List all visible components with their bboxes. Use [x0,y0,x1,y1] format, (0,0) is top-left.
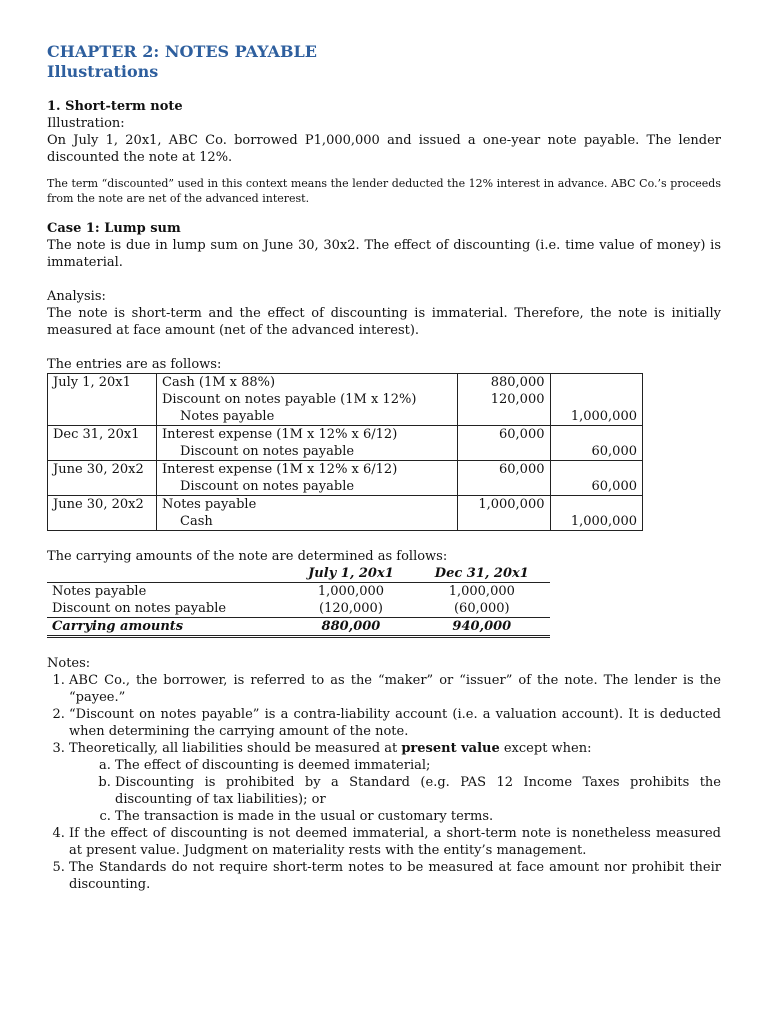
notes-label: Notes: [47,656,91,671]
debit-amount: 120,000 [490,392,545,407]
list-item: 1. ABC Co., the borrower, is referred to as the “maker” or “issuer” of the note. The lender is the “payee.” [69,672,721,706]
account-line: Discount on notes payable [180,479,355,494]
table-row [47,600,550,618]
discount-footnote: The term “discounted” used in this context means the lender deducted the 12% interest in advance. ABC Co.’s proceeds from the note are net of the advanced interest. [47,177,721,205]
notes-list [47,672,721,893]
list-item: c. The transaction is made in the usual or customary terms. [115,808,721,825]
analysis-label: Analysis: [47,289,106,304]
list-item [69,740,721,825]
account-line: Notes payable [162,497,257,512]
note-bold-text: present value [401,741,500,756]
column-header: Dec 31, 20x1 [434,566,529,581]
account-line: Cash [180,514,213,529]
short-term-note-heading: 1. Short-term note [47,99,183,114]
entries-intro: The entries are as follows: [47,357,222,372]
cell-value: 1,000,000 [288,583,413,601]
case1-heading: Case 1: Lump sum [47,221,181,236]
table-row [47,583,550,601]
chapter-title: CHAPTER 2: NOTES PAYABLE [47,42,317,61]
entry-date: July 1, 20x1 [48,374,157,426]
row-label: Discount on notes payable [52,601,227,616]
journal-entries-table [47,373,643,531]
analysis-text: The note is short-term and the effect of discounting is immaterial. Therefore, the note is initially measured at face amount (net of the advanced interest). [47,306,721,338]
entry-date: June 30, 20x2 [48,461,157,496]
table-row [48,426,643,461]
column-header: July 1, 20x1 [308,566,394,581]
debit-amount: 880,000 [490,375,545,390]
credit-amount: 1,000,000 [570,409,637,424]
account-line: Cash (1M x 88%) [162,375,276,390]
entry-date: Dec 31, 20x1 [48,426,157,461]
table-row [48,496,643,531]
illustration-label: Illustration: [47,116,125,131]
account-line: Discount on notes payable (1M x 12%) [162,392,417,407]
section-subtitle: Illustrations [47,62,159,81]
sub-list [69,757,721,825]
table-row [48,374,643,426]
note-text: except when: [499,741,592,756]
account-line: Interest expense (1M x 12% x 6/12) [162,462,398,477]
list-item: 2. “Discount on notes payable” is a contra-liability account (i.e. a valuation account). It is deducted when determining the carrying amount of the note. [69,706,721,740]
debit-amount: 1,000,000 [478,497,545,512]
credit-amount: 1,000,000 [570,514,637,529]
cell-value: (60,000) [453,601,510,616]
credit-amount: 60,000 [591,479,637,494]
debit-amount: 60,000 [499,462,545,477]
debit-amount: 60,000 [499,427,545,442]
cell-value: 940,000 [414,618,550,637]
list-item: a. The effect of discounting is deemed immaterial; [115,757,721,774]
credit-amount: 60,000 [591,444,637,459]
entry-date: June 30, 20x2 [48,496,157,531]
cell-value: 880,000 [288,618,413,637]
note-text: Theoretically, all liabilities should be measured at [69,741,402,756]
row-label: Carrying amounts [47,618,288,637]
account-line: Discount on notes payable [180,444,355,459]
list-item: b. Discounting is prohibited by a Standard (e.g. PAS 12 Income Taxes prohibits the discounting of tax liabilities); or [115,774,721,808]
carrying-intro: The carrying amounts of the note are determined as follows: [47,549,448,564]
total-row [47,618,550,637]
table-row [48,461,643,496]
illustration-text: On July 1, 20x1, ABC Co. borrowed P1,000,000 and issued a one-year note payable. The lender discounted the note at 12%. [47,133,721,165]
cell-value: (120,000) [319,601,383,616]
account-line: Interest expense (1M x 12% x 6/12) [162,427,398,442]
list-item: 5. The Standards do not require short-term notes to be measured at face amount nor prohibit their discounting. [69,859,721,893]
table-header-row [47,565,550,583]
case1-text: The note is due in lump sum on June 30, 30x2. The effect of discounting (i.e. time value of money) is immaterial. [47,238,721,270]
cell-value: 1,000,000 [414,583,550,601]
row-label: Notes payable [47,583,288,601]
list-item: 4. If the effect of discounting is not deemed immaterial, a short-term note is nonetheless measured at present value. Judgment on materiality rests with the entity’s management. [69,825,721,859]
account-line: Notes payable [180,409,275,424]
carrying-amounts-table [47,565,550,638]
